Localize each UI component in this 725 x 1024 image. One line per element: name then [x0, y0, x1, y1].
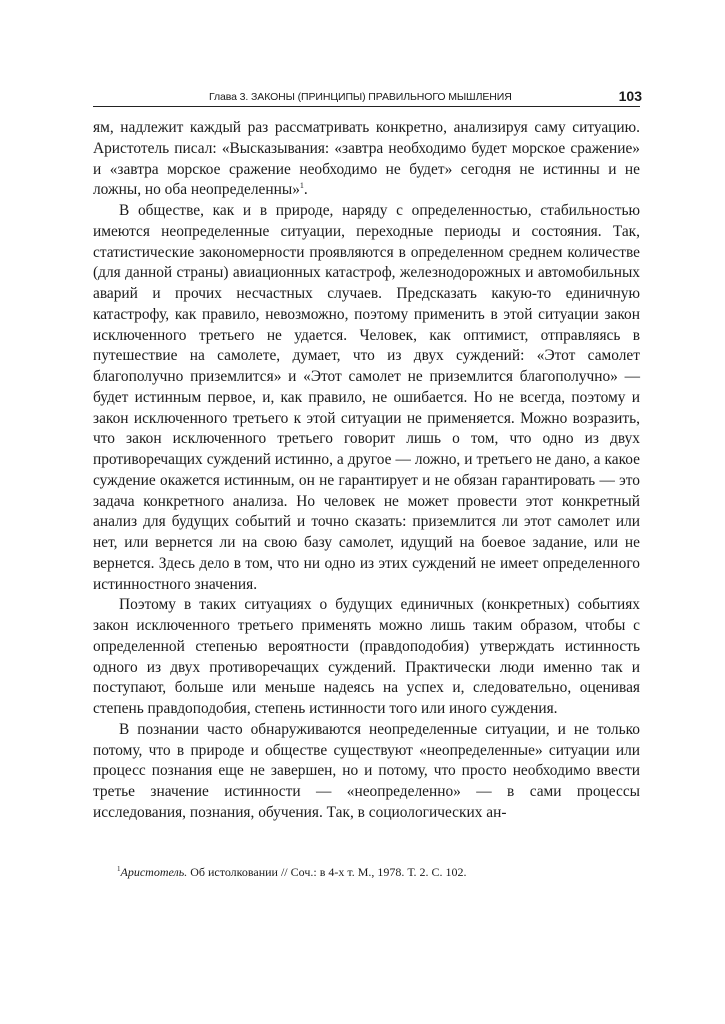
- footnote-text: Об истолковании // Соч.: в 4-х т. М., 1978. Т. 2. С. 102.: [187, 865, 467, 879]
- paragraph-4: В познании часто обнаруживаются неопределенные ситуации, и не только потому, что в природе и обществе существуют «неопределенные» ситуации или процесс познания еще не завершен, но и потому, что просто необходимо ввести третье значение истинности — «неопределенно» — в сами процессы исследования, познания, обучения. Так, в социологических ан-: [93, 720, 640, 821]
- page-number: 103: [618, 88, 642, 104]
- footnote-reference: 1: [299, 181, 304, 191]
- paragraph-tail: .: [303, 181, 308, 199]
- paragraph-3: Поэтому в таких ситуациях о будущих единичных (конкретных) событиях закон исключенного третьего применять можно лишь таким образом, чтобы с определенной степенью вероятности (правдоподобия) утверждать истинность одного из двух противоречащих суждений. Практически люди именно так и поступают, больше или меньше надеясь на успех и, следовательно, оценивая степень правдоподобия, степень истинности того или иного суждения.: [93, 596, 640, 717]
- body-text: [93, 118, 640, 824]
- paragraph-1: [93, 118, 640, 201]
- footnote-mark: 1: [117, 865, 121, 873]
- paragraph-text: ям, надлежит каждый раз рассматривать конкретно, анализируя саму ситуацию. Аристотель писал: «Высказывания: «завтра необходимо будет морское сражение» и «завтра морское сражение необходимо не будет» сегодня не истинны и не ложны, но оба неопределенны»: [93, 119, 640, 199]
- footnote-author: Аристотель.: [120, 865, 188, 879]
- running-header: [93, 88, 640, 107]
- paragraph-2: В обществе, как и в природе, наряду с определенностью, стабильностью имеются неопределенные ситуации, переходные периоды и состояния. Так, статистические закономерности проявляются в определенном среднем количестве (для данной страны) авиационных катастроф, железнодорожных и автомобильных аварий и прочих несчастных случаев. Предсказать какую-то единичную катастрофу, как правило, невозможно, поэтому применить в этой ситуации закон исключенного третьего не удается. Человек, как оптимист, отправляясь в путешествие на самолете, думает, что из двух суждений: «Этот самолет благополучно приземлится» и «Этот самолет не приземлится благополучно» — будет истинным первое, и, как правило, не ошибается. Но не всегда, поэтому и закон исключенного третьего к этой ситуации не применяется. Можно возразить, что закон исключенного третьего говорит лишь о том, что одно из двух противоречащих суждений истинно, а другое — ложно, и третьего не дано, а какое суждение окажется истинным, он не гарантирует и не обязан гарантировать — это задача конкретного анализа. Но человек не может провести этот конкретный анализ для будущих событий и точно сказать: приземлится ли этот самолет или нет, или вернется ли на свою базу самолет, идущий на боевое задание, или не вернется. Здесь дело в том, что ни одно из этих суждений не имеет определенного истинностного значения.: [93, 202, 640, 593]
- footnote: [117, 864, 640, 880]
- chapter-title: Глава 3. ЗАКОНЫ (ПРИНЦИПЫ) ПРАВИЛЬНОГО МЫШЛЕНИЯ: [209, 91, 512, 103]
